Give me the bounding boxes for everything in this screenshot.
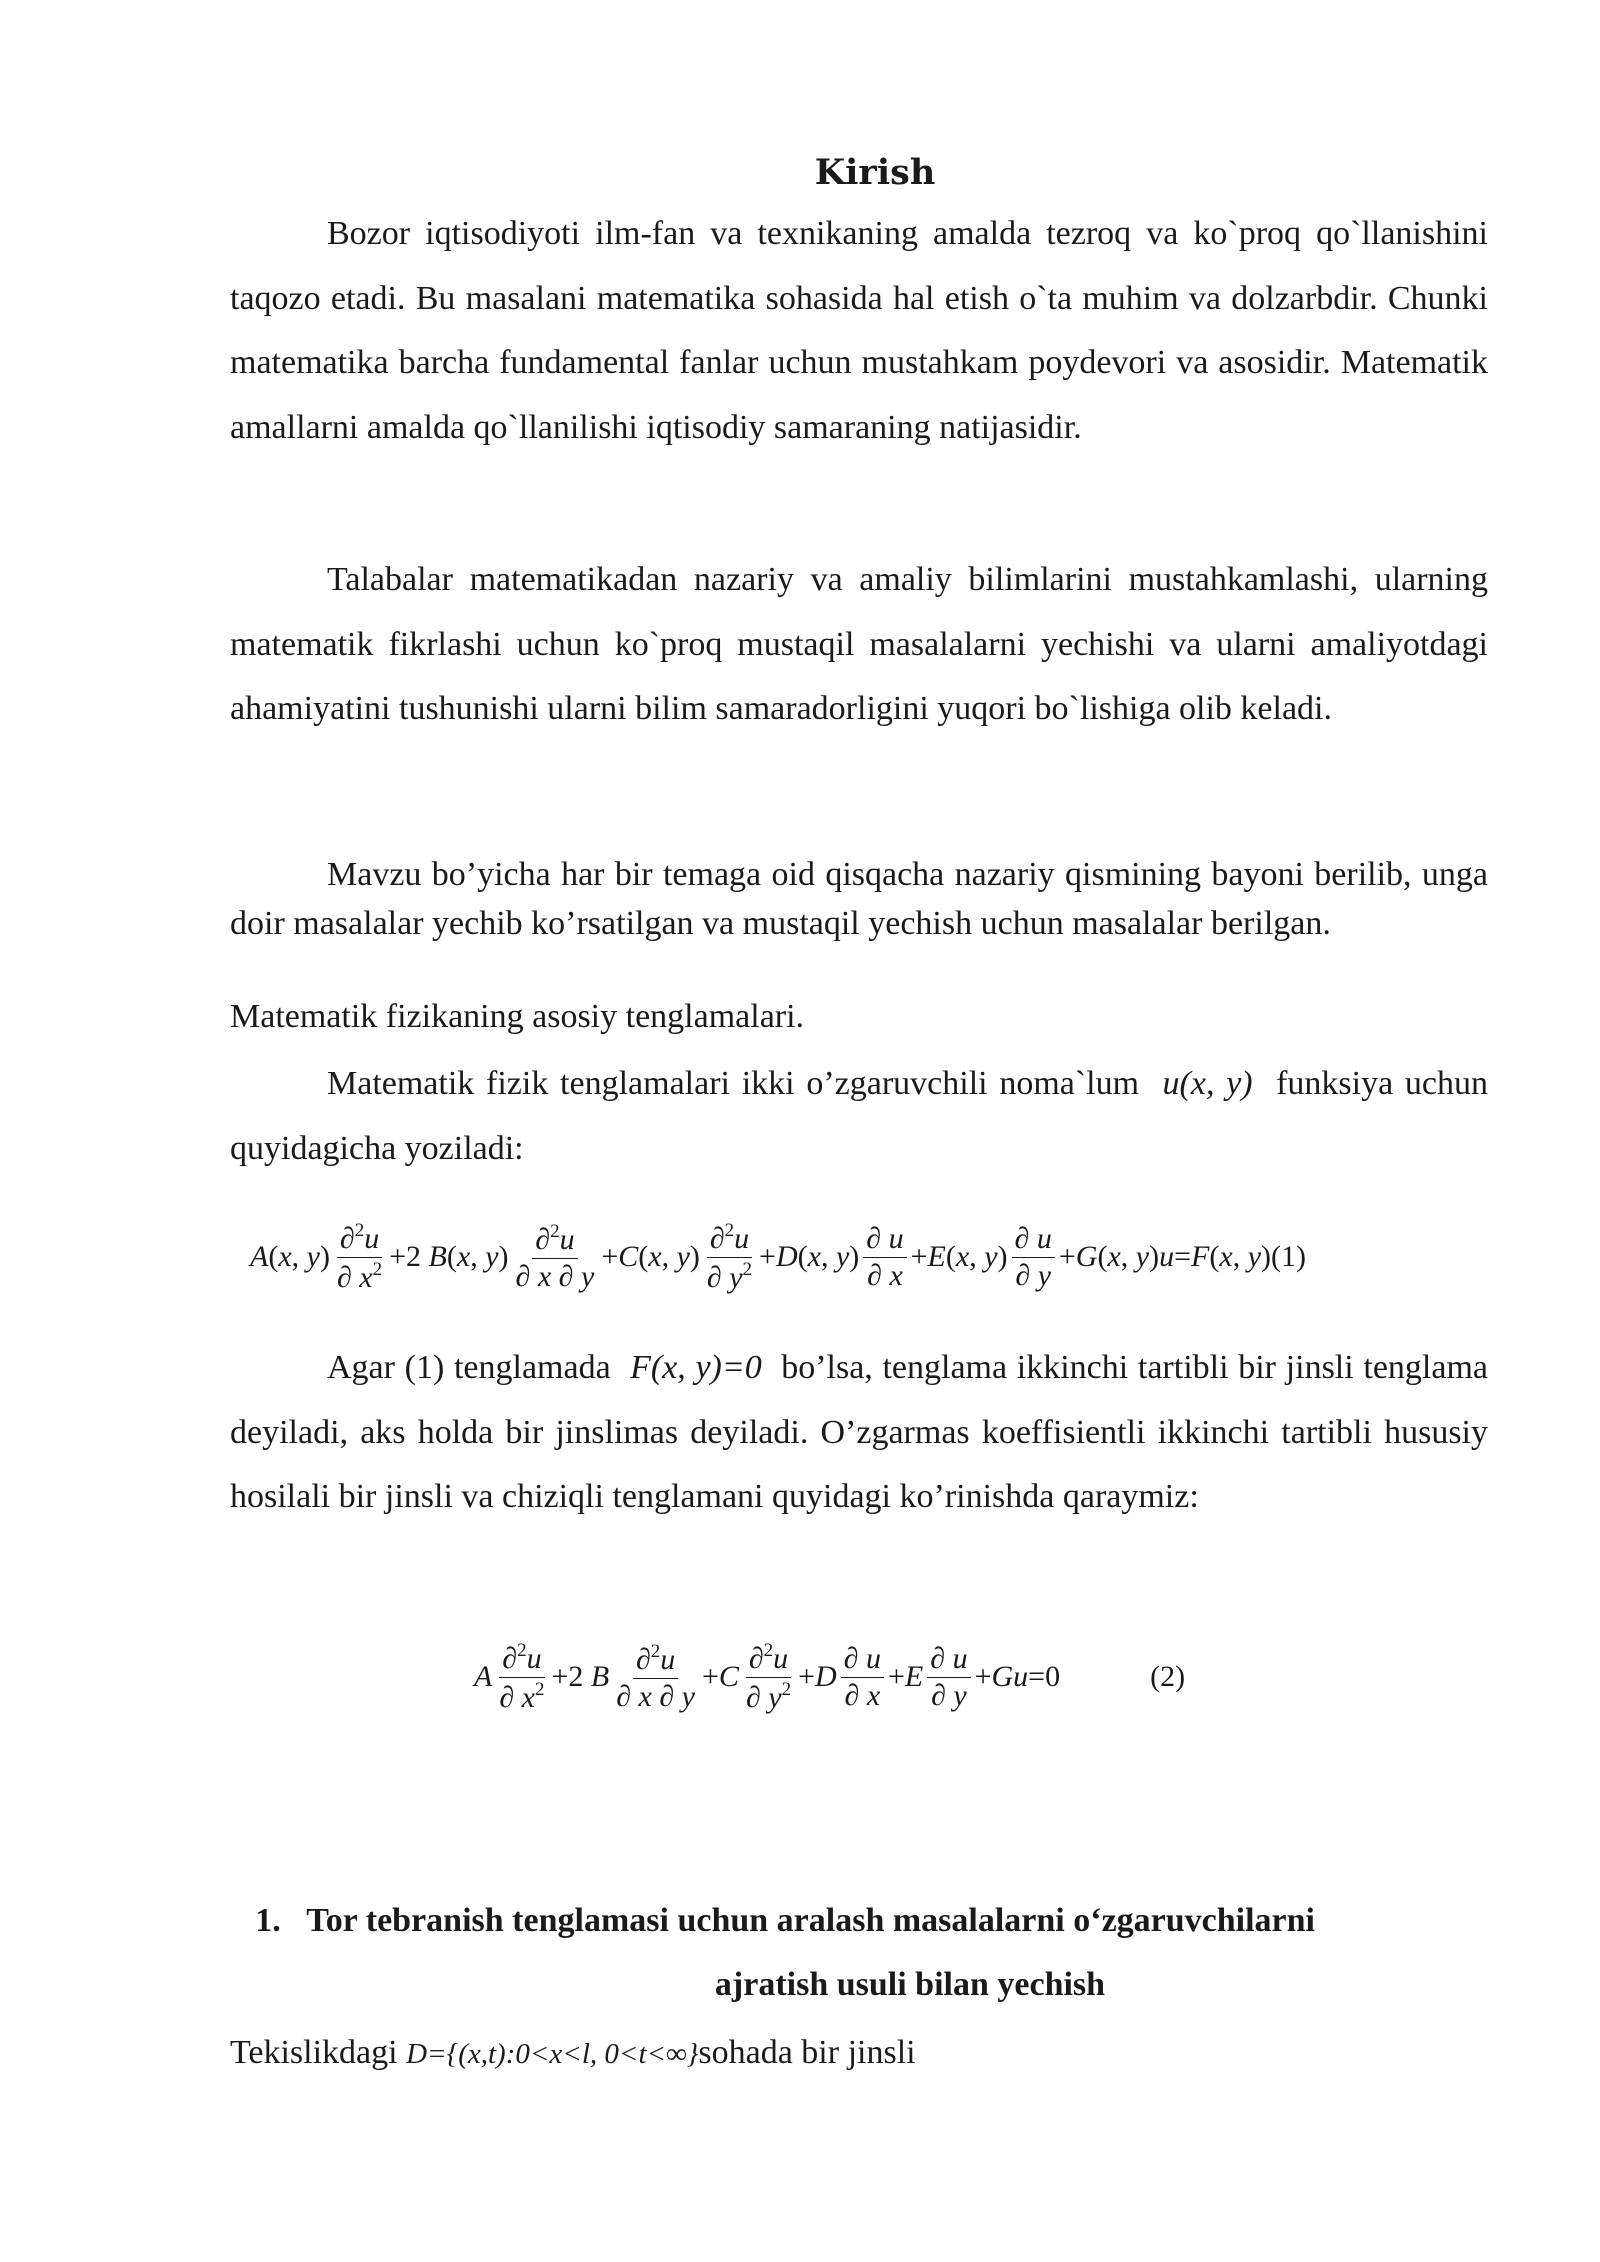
condition-f-zero: F(x, y)=0	[630, 1349, 762, 1386]
homogeneous-text-1: Agar (1) tenglamada	[327, 1349, 611, 1386]
intro-paragraph-2	[230, 548, 1488, 742]
page-title: Kirish	[814, 152, 936, 193]
equation-1: A ( x , y ) $\frac{\partial^2u}{\partial x^2}$ +2 B ( x , y ) $\frac{\partial^2u}{\partial x \partial y}$ + C ( x , y ) $\frac{\partial^2u}{\partial y^2}$ + D ( x , y ) $\frac{\partial u}{\partial x}$ + E ( x , y ) $\frac{\partial u}{\partial y}$ + G ( x , y ) u = F ( x , y ) (1)	[250, 1220, 1306, 1294]
chapter-number: 1.	[255, 1902, 281, 1939]
equation-2: A $\frac{\partial^2u}{\partial x^2}$ +2 B $\frac{\partial^2u}{\partial x \partial y}$ + C $\frac{\partial^2u}{\partial y^2}$ + D $\frac{\partial u}{\partial x}$ + E $\frac{\partial u}{\partial y}$ + Gu =0 (2)	[474, 1640, 1186, 1714]
equation-1-number: (1)	[1271, 1240, 1306, 1273]
function-u-xy: u(x, y)	[1162, 1065, 1253, 1102]
domain-d: D={(x,t):0<x<l, 0<t<∞}	[406, 2038, 699, 2070]
equation-intro-paragraph	[230, 1052, 1488, 1181]
last-line-text-1: Tekislikdagi	[230, 2034, 398, 2071]
chapter-title-line-2: ajratish usuli bilan yechish	[714, 1966, 1106, 2003]
intro-paragraph-3-text: Mavzu bo’yicha har bir temaga oid qisqacha nazariy qismining bayoni berilib, unga doir masalalar yechib ko’rsatilgan va mustaqil yechish uchun masalalar berilgan.	[230, 856, 1488, 942]
equation-2-number: (2)	[1150, 1660, 1186, 1693]
last-line	[230, 2034, 916, 2072]
last-line-text-2: sohada bir jinsli	[698, 2034, 916, 2071]
section-heading: Matematik fizikaning asosiy tenglamalari.	[230, 998, 805, 1035]
intro-paragraph-1-text: Bozor iqtisodiyoti ilm-fan va texnikaning amalda tezroq va ko`proq qo`llanishini taqozo etadi. Bu masalani matematika sohasida hal etish o`ta muhim va dolzarbdir. Chunki matematika barcha fundamental fanlar uchun mustahkam poydevori va asosidir. Matematik amallarni amalda qo`llanilishi iqtisodiy samaraning natijasidir.	[230, 215, 1488, 446]
intro-paragraph-2-text: Talabalar matematikadan nazariy va amaliy bilimlarini mustahkamlashi, ularning matematik fikrlashi uchun ko`proq mustaqil masalalarni yechishi va ularni amaliyotdagi ahamiyatini tushunishi ularni bilim samaradorligini yuqori bo`lishiga olib keladi.	[230, 561, 1488, 727]
homogeneous-text-2: bo’lsa, tenglama ikkinchi tartibli bir jinsli tenglama deyiladi, aks holda bir jinslimas deyiladi. O’zgarmas koeffisientli ikkinchi tartibli hususiy hosilali bir jinsli va chiziqli tenglamani quyidagi ko’rinishda qaraymiz:	[230, 1349, 1488, 1515]
chapter-heading-line-1	[0, 1902, 1600, 1940]
intro-paragraph-1	[230, 202, 1488, 460]
equation-intro-text-1: Matematik fizik tenglamalari ikki o’zgaruvchili noma`lum	[327, 1065, 1140, 1102]
equation-intro-text-2: funksiya uchun quyidagicha yoziladi:	[230, 1065, 1488, 1167]
chapter-title-line-1: Tor tebranish tenglamasi uchun aralash masalalarni o‘zgaruvchilarni	[306, 1902, 1315, 1939]
homogeneous-definition-paragraph	[230, 1336, 1488, 1530]
intro-paragraph-3	[230, 850, 1488, 948]
